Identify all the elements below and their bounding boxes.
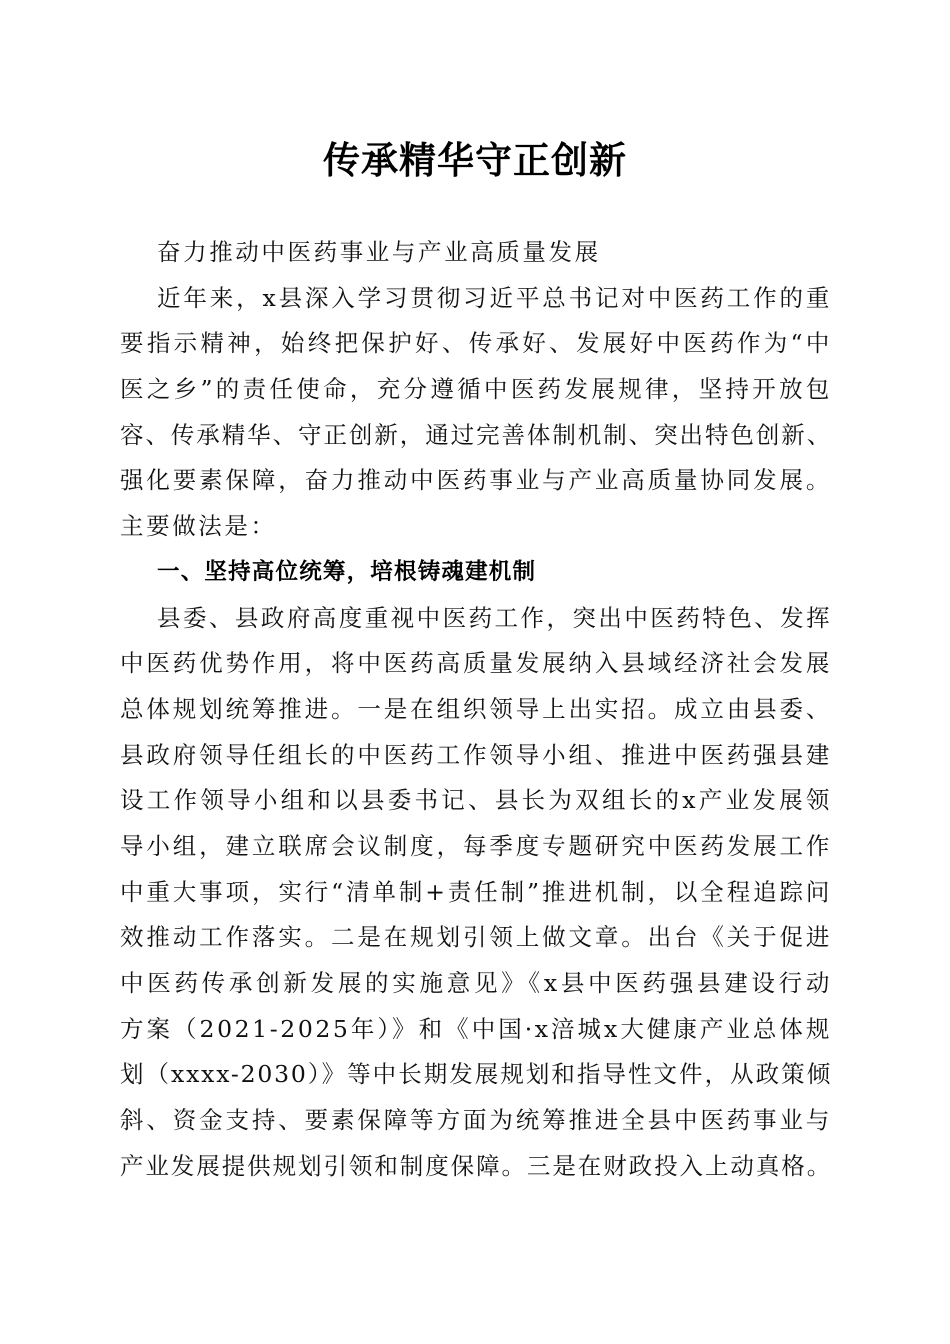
paragraph-line: 方案（2021-2025年）》和《中国·x涪城x大健康产业总体规 — [120, 1014, 832, 1043]
paragraph-line: 中医药优势作用，将中医药高质量发展纳入县域经济社会发展 — [120, 649, 832, 678]
paragraph-line: 医之乡”的责任使命，充分遵循中医药发展规律，坚持开放包 — [120, 375, 832, 404]
paragraph-line: 县委、县政府高度重视中医药工作，突出中医药特色、发挥 — [157, 603, 832, 632]
paragraph-line: 中重大事项，实行“清单制+责任制”推进机制，以全程追踪问 — [120, 877, 832, 906]
paragraph-line: 县政府领导任组长的中医药工作领导小组、推进中医药强县建 — [120, 740, 832, 769]
paragraph-line: 容、传承精华、守正创新，通过完善体制机制、突出特色创新、 — [120, 420, 832, 449]
document-body — [120, 230, 832, 1189]
section-heading: 一、坚持高位统筹，培根铸魂建机制 — [157, 558, 537, 585]
subtitle-line: 奋力推动中医药事业与产业高质量发展 — [157, 238, 601, 266]
paragraph-line: 划（xxxx-2030）》等中长期发展规划和指导性文件，从政策倾 — [120, 1060, 832, 1089]
paragraph-line: 效推动工作落实。二是在规划引领上做文章。出台《关于促进 — [120, 923, 832, 952]
paragraph-line: 产业发展提供规划引领和制度保障。三是在财政投入上动真格。 — [120, 1151, 832, 1180]
paragraph-line: 总体规划统筹推进。一是在组织领导上出实招。成立由县委、 — [120, 694, 832, 723]
paragraph-line: 设工作领导小组和以县委书记、县长为双组长的x产业发展领 — [120, 786, 832, 815]
paragraph-line: 斜、资金支持、要素保障等方面为统筹推进全县中医药事业与 — [120, 1106, 832, 1135]
document-title: 传承精华守正创新 — [323, 138, 627, 182]
paragraph-line: 主要做法是： — [120, 512, 277, 541]
paragraph-line: 强化要素保障，奋力推动中医药事业与产业高质量协同发展。 — [120, 466, 832, 495]
paragraph-line: 近年来，x县深入学习贯彻习近平总书记对中医药工作的重 — [157, 283, 832, 312]
paragraph-line: 导小组，建立联席会议制度，每季度专题研究中医药发展工作 — [120, 831, 832, 860]
paragraph-line: 要指示精神，始终把保护好、传承好、发展好中医药作为“中 — [120, 329, 832, 358]
paragraph-line: 中医药传承创新发展的实施意见》《x县中医药强县建设行动 — [120, 969, 832, 997]
